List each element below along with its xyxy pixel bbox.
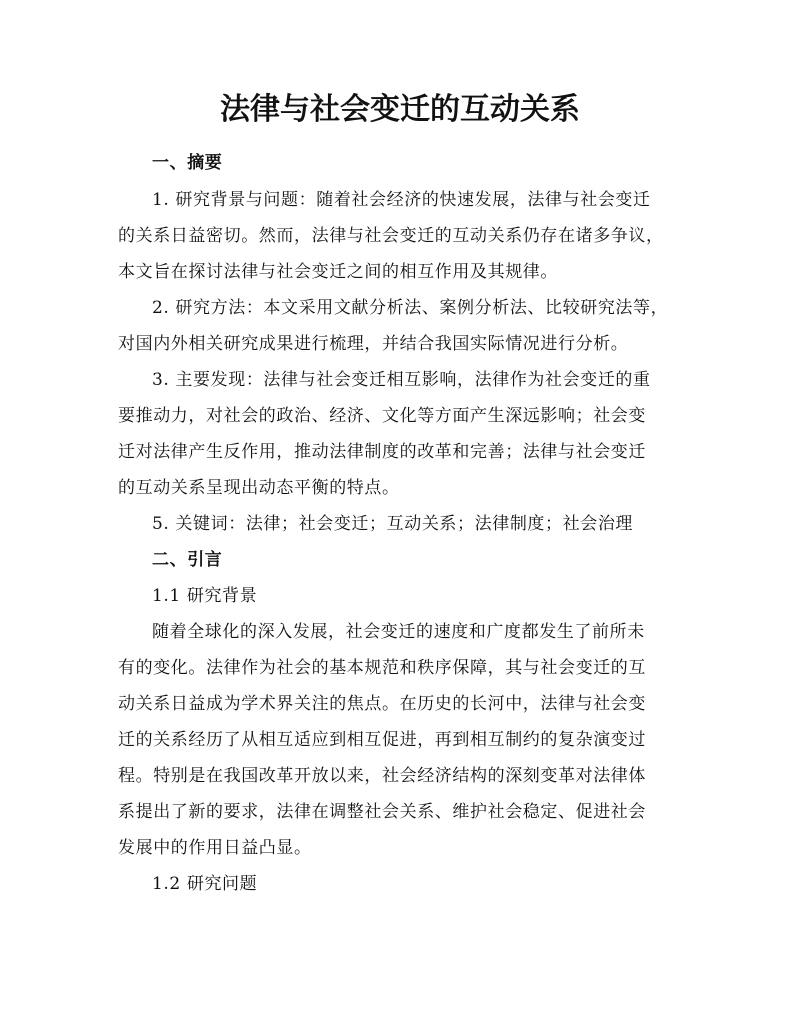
intro-p1-line3: 动关系日益成为学术界关注的焦点。在历史的长河中，法律与社会变 (118, 694, 646, 714)
abstract-p2-line1: 2. 研究方法：本文采用文献分析法、案例分析法、比较研究法等， (152, 298, 669, 318)
abstract-p3-line2: 要推动力，对社会的政治、经济、文化等方面产生深远影响；社会变 (118, 406, 646, 426)
abstract-p1-line2: 的关系日益密切。然而，法律与社会变迁的互动关系仍存在诸多争议， (118, 226, 664, 246)
abstract-p2-line2: 对国内外相关研究成果进行梳理，并结合我国实际情况进行分析。 (118, 334, 629, 354)
section-heading-abstract: 一、摘要 (152, 153, 223, 173)
abstract-p1-line3: 本文旨在探讨法律与社会变迁之间的相互作用及其规律。 (118, 262, 558, 282)
intro-p1-line1: 随着全球化的深入发展，社会变迁的速度和广度都发生了前所未 (152, 622, 645, 642)
intro-p1-line2: 有的变化。法律作为社会的基本规范和秩序保障，其与社会变迁的互 (118, 658, 646, 678)
subsection-heading-research-question: 1.2 研究问题 (152, 874, 258, 894)
abstract-p3-line4: 的互动关系呈现出动态平衡的特点。 (118, 478, 400, 498)
abstract-p1-line1: 1. 研究背景与问题：随着社会经济的快速发展，法律与社会变迁 (152, 190, 651, 210)
abstract-p3-line1: 3. 主要发现：法律与社会变迁相互影响，法律作为社会变迁的重 (152, 370, 651, 390)
intro-p1-line5: 程。特别是在我国改革开放以来，社会经济结构的深刻变革对法律体 (118, 766, 646, 786)
intro-p1-line6: 系提出了新的要求，法律在调整社会关系、维护社会稳定、促进社会 (118, 802, 646, 822)
abstract-keywords: 5. 关键词：法律；社会变迁；互动关系；法律制度；社会治理 (152, 514, 634, 534)
document-title: 法律与社会变迁的互动关系 (220, 92, 580, 127)
intro-p1-line4: 迁的关系经历了从相互适应到相互促进，再到相互制约的复杂演变过 (118, 730, 646, 750)
abstract-p3-line3: 迁对法律产生反作用，推动法律制度的改革和完善；法律与社会变迁 (118, 442, 646, 462)
section-heading-introduction: 二、引言 (152, 550, 223, 570)
intro-p1-line7: 发展中的作用日益凸显。 (118, 838, 312, 858)
subsection-heading-background: 1.1 研究背景 (152, 586, 258, 606)
